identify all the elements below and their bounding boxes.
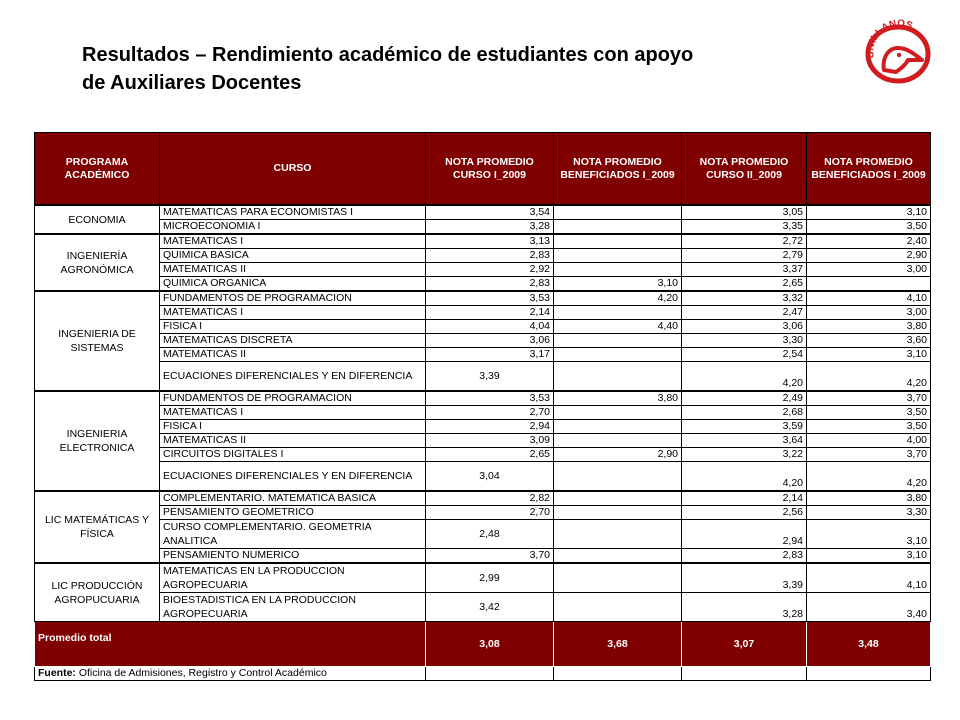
nota-beneficiados-1: 4,40 — [554, 320, 682, 334]
nota-beneficiados-2: 4,20 — [807, 362, 931, 392]
course-name: MATEMATICAS II — [160, 263, 426, 277]
logo-text: UNILLANOS — [865, 18, 914, 59]
nota-beneficiados-1 — [554, 334, 682, 348]
table-row — [35, 506, 931, 520]
program-name: INGENIERIA DE SISTEMAS — [35, 291, 160, 391]
program-name: ECONOMIA — [35, 205, 160, 234]
course-name: CURSO COMPLEMENTARIO. GEOMETRIA ANALITICA — [160, 520, 426, 549]
nota-beneficiados-1 — [554, 420, 682, 434]
header-beneficiados-2: NOTA PROMEDIO BENEFICIADOS I_2009 — [807, 133, 931, 206]
source-row — [35, 667, 931, 681]
table-row — [35, 434, 931, 448]
nota-curso-2: 2,72 — [682, 234, 807, 249]
nota-curso-2: 2,14 — [682, 491, 807, 506]
nota-beneficiados-1 — [554, 362, 682, 392]
nota-beneficiados-1 — [554, 549, 682, 564]
pelican-eye — [897, 53, 901, 57]
nota-beneficiados-2: 3,10 — [807, 549, 931, 564]
nota-curso-2: 4,20 — [682, 362, 807, 392]
nota-curso-2: 2,83 — [682, 549, 807, 564]
nota-beneficiados-2: 3,10 — [807, 520, 931, 549]
nota-curso-2: 3,59 — [682, 420, 807, 434]
nota-beneficiados-2: 3,50 — [807, 406, 931, 420]
course-name: MATEMATICAS PARA ECONOMISTAS I — [160, 205, 426, 220]
nota-beneficiados-1 — [554, 520, 682, 549]
nota-beneficiados-2: 2,40 — [807, 234, 931, 249]
table-row — [35, 234, 931, 249]
nota-beneficiados-1 — [554, 306, 682, 320]
header-curso: CURSO — [160, 133, 426, 206]
course-name: MATEMATICAS I — [160, 406, 426, 420]
course-name: FUNDAMENTOS DE PROGRAMACION — [160, 291, 426, 306]
nota-curso-2: 2,68 — [682, 406, 807, 420]
table-row — [35, 306, 931, 320]
table-row — [35, 406, 931, 420]
nota-curso-1: 3,53 — [426, 291, 554, 306]
total-label: Promedio total — [35, 622, 426, 667]
nota-beneficiados-1 — [554, 563, 682, 593]
source-empty-cell — [682, 667, 807, 681]
nota-curso-1: 3,53 — [426, 391, 554, 406]
nota-beneficiados-2: 3,60 — [807, 334, 931, 348]
nota-curso-1: 3,42 — [426, 593, 554, 622]
title-line-1: Resultados – Rendimiento académico de estudiantes con apoyo — [82, 44, 694, 66]
course-name: PENSAMIENTO NUMERICO — [160, 549, 426, 564]
nota-beneficiados-1 — [554, 263, 682, 277]
course-name: QUIMICA BASICA — [160, 249, 426, 263]
nota-curso-1: 2,70 — [426, 506, 554, 520]
table-row — [35, 420, 931, 434]
source-empty-cell — [426, 667, 554, 681]
header-programa: PROGRAMA ACADÉMICO — [35, 133, 160, 206]
nota-beneficiados-1 — [554, 220, 682, 235]
nota-beneficiados-2: 3,70 — [807, 448, 931, 462]
nota-curso-2: 2,49 — [682, 391, 807, 406]
table-row — [35, 249, 931, 263]
course-name: CIRCUITOS DIGITALES I — [160, 448, 426, 462]
nota-beneficiados-2: 3,00 — [807, 263, 931, 277]
nota-beneficiados-1 — [554, 434, 682, 448]
nota-curso-1: 2,70 — [426, 406, 554, 420]
nota-curso-1: 3,17 — [426, 348, 554, 362]
nota-curso-1: 3,04 — [426, 462, 554, 492]
nota-curso-1: 2,94 — [426, 420, 554, 434]
course-name: FISICA I — [160, 420, 426, 434]
nota-curso-2: 2,54 — [682, 348, 807, 362]
table-row — [35, 520, 931, 549]
header-nota-curso-1: NOTA PROMEDIO CURSO I_2009 — [426, 133, 554, 206]
course-name: BIOESTADISTICA EN LA PRODUCCION AGROPECUARIA — [160, 593, 426, 622]
nota-beneficiados-2: 4,10 — [807, 563, 931, 593]
nota-beneficiados-2: 3,10 — [807, 205, 931, 220]
nota-curso-2: 2,47 — [682, 306, 807, 320]
course-name: MATEMATICAS II — [160, 348, 426, 362]
nota-curso-1: 2,48 — [426, 520, 554, 549]
nota-curso-2: 2,94 — [682, 520, 807, 549]
unillanos-logo — [862, 18, 934, 84]
source-label: Fuente: — [38, 667, 76, 679]
nota-curso-2: 3,37 — [682, 263, 807, 277]
nota-curso-1: 2,14 — [426, 306, 554, 320]
program-name: INGENIERIA ELECTRONICA — [35, 391, 160, 491]
nota-curso-2: 3,22 — [682, 448, 807, 462]
table-row — [35, 549, 931, 564]
course-name: ECUACIONES DIFERENCIALES Y EN DIFERENCIA — [160, 462, 426, 492]
title-line-2: de Auxiliares Docentes — [82, 72, 302, 94]
nota-beneficiados-2: 3,10 — [807, 348, 931, 362]
nota-curso-1: 2,99 — [426, 563, 554, 593]
nota-beneficiados-2: 3,30 — [807, 506, 931, 520]
nota-beneficiados-1 — [554, 462, 682, 492]
nota-curso-1: 2,82 — [426, 491, 554, 506]
nota-beneficiados-2: 2,90 — [807, 249, 931, 263]
table-row — [35, 362, 931, 392]
table-row — [35, 263, 931, 277]
nota-beneficiados-1: 3,80 — [554, 391, 682, 406]
course-name: MATEMATICAS II — [160, 434, 426, 448]
nota-curso-2: 2,65 — [682, 277, 807, 292]
nota-curso-1: 3,06 — [426, 334, 554, 348]
nota-curso-2: 3,64 — [682, 434, 807, 448]
nota-beneficiados-1 — [554, 491, 682, 506]
table-row — [35, 220, 931, 235]
results-table — [34, 132, 931, 681]
nota-curso-1: 3,28 — [426, 220, 554, 235]
table-row — [35, 348, 931, 362]
total-nota-curso-1: 3,08 — [426, 622, 554, 667]
course-name: PENSAMIENTO GEOMETRICO — [160, 506, 426, 520]
nota-beneficiados-2 — [807, 277, 931, 292]
nota-beneficiados-1 — [554, 506, 682, 520]
nota-curso-1: 2,65 — [426, 448, 554, 462]
nota-curso-2: 3,35 — [682, 220, 807, 235]
nota-beneficiados-1 — [554, 249, 682, 263]
table-row — [35, 205, 931, 220]
nota-beneficiados-1 — [554, 593, 682, 622]
program-name: LIC PRODUCCIÓN AGROPUCUARIA — [35, 563, 160, 622]
total-beneficiados-1: 3,68 — [554, 622, 682, 667]
nota-beneficiados-2: 3,70 — [807, 391, 931, 406]
nota-beneficiados-2: 4,10 — [807, 291, 931, 306]
program-name: INGENIERÍA AGRONÓMICA — [35, 234, 160, 291]
course-name: MATEMATICAS EN LA PRODUCCION AGROPECUARIA — [160, 563, 426, 593]
course-name: MATEMATICAS DISCRETA — [160, 334, 426, 348]
nota-beneficiados-2: 3,50 — [807, 420, 931, 434]
table-row — [35, 448, 931, 462]
nota-curso-1: 2,83 — [426, 277, 554, 292]
nota-beneficiados-1 — [554, 348, 682, 362]
course-name: ECUACIONES DIFERENCIALES Y EN DIFERENCIA — [160, 362, 426, 392]
course-name: QUIMICA ORGANICA — [160, 277, 426, 292]
nota-beneficiados-1: 4,20 — [554, 291, 682, 306]
table-row — [35, 334, 931, 348]
nota-curso-2: 3,39 — [682, 563, 807, 593]
table-row — [35, 291, 931, 306]
nota-curso-1: 3,54 — [426, 205, 554, 220]
nota-beneficiados-2: 3,50 — [807, 220, 931, 235]
table-row — [35, 563, 931, 593]
course-name: COMPLEMENTARIO. MATEMATICA BASICA — [160, 491, 426, 506]
nota-curso-1: 3,70 — [426, 549, 554, 564]
nota-curso-2: 3,28 — [682, 593, 807, 622]
nota-beneficiados-2: 4,20 — [807, 462, 931, 492]
pelican-head-icon — [884, 48, 922, 72]
course-name: FISICA I — [160, 320, 426, 334]
source-note — [35, 667, 426, 681]
nota-curso-2: 3,32 — [682, 291, 807, 306]
source-empty-cell — [554, 667, 682, 681]
nota-beneficiados-2: 3,80 — [807, 320, 931, 334]
course-name: MATEMATICAS I — [160, 234, 426, 249]
total-nota-curso-2: 3,07 — [682, 622, 807, 667]
program-name: LIC MATEMÁTICAS Y FÍSICA — [35, 491, 160, 563]
nota-curso-1: 3,39 — [426, 362, 554, 392]
nota-curso-1: 2,83 — [426, 249, 554, 263]
total-row — [35, 622, 931, 667]
nota-beneficiados-2: 3,00 — [807, 306, 931, 320]
nota-beneficiados-2: 3,80 — [807, 491, 931, 506]
source-empty-cell — [807, 667, 931, 681]
nota-beneficiados-1 — [554, 205, 682, 220]
page-title — [82, 41, 842, 97]
course-name: FUNDAMENTOS DE PROGRAMACION — [160, 391, 426, 406]
nota-curso-1: 3,13 — [426, 234, 554, 249]
nota-beneficiados-2: 4,00 — [807, 434, 931, 448]
nota-curso-2: 2,79 — [682, 249, 807, 263]
nota-beneficiados-2: 3,40 — [807, 593, 931, 622]
header-beneficiados-1: NOTA PROMEDIO BENEFICIADOS I_2009 — [554, 133, 682, 206]
nota-beneficiados-1 — [554, 406, 682, 420]
nota-beneficiados-1: 2,90 — [554, 448, 682, 462]
nota-curso-1: 3,09 — [426, 434, 554, 448]
nota-beneficiados-1 — [554, 234, 682, 249]
table-body — [35, 205, 931, 622]
table-row — [35, 391, 931, 406]
nota-curso-2: 3,06 — [682, 320, 807, 334]
table-row — [35, 462, 931, 492]
course-name: MICROECONOMIA I — [160, 220, 426, 235]
total-beneficiados-2: 3,48 — [807, 622, 931, 667]
table-row — [35, 593, 931, 622]
nota-beneficiados-1: 3,10 — [554, 277, 682, 292]
header-row — [35, 133, 931, 206]
course-name: MATEMATICAS I — [160, 306, 426, 320]
table-row — [35, 277, 931, 292]
nota-curso-2: 3,30 — [682, 334, 807, 348]
table-row — [35, 320, 931, 334]
nota-curso-1: 2,92 — [426, 263, 554, 277]
header-nota-curso-2: NOTA PROMEDIO CURSO II_2009 — [682, 133, 807, 206]
source-text: Oficina de Admisiones, Registro y Control Académico — [75, 667, 327, 679]
nota-curso-2: 3,05 — [682, 205, 807, 220]
table-row — [35, 491, 931, 506]
nota-curso-2: 2,56 — [682, 506, 807, 520]
nota-curso-2: 4,20 — [682, 462, 807, 492]
nota-curso-1: 4,04 — [426, 320, 554, 334]
